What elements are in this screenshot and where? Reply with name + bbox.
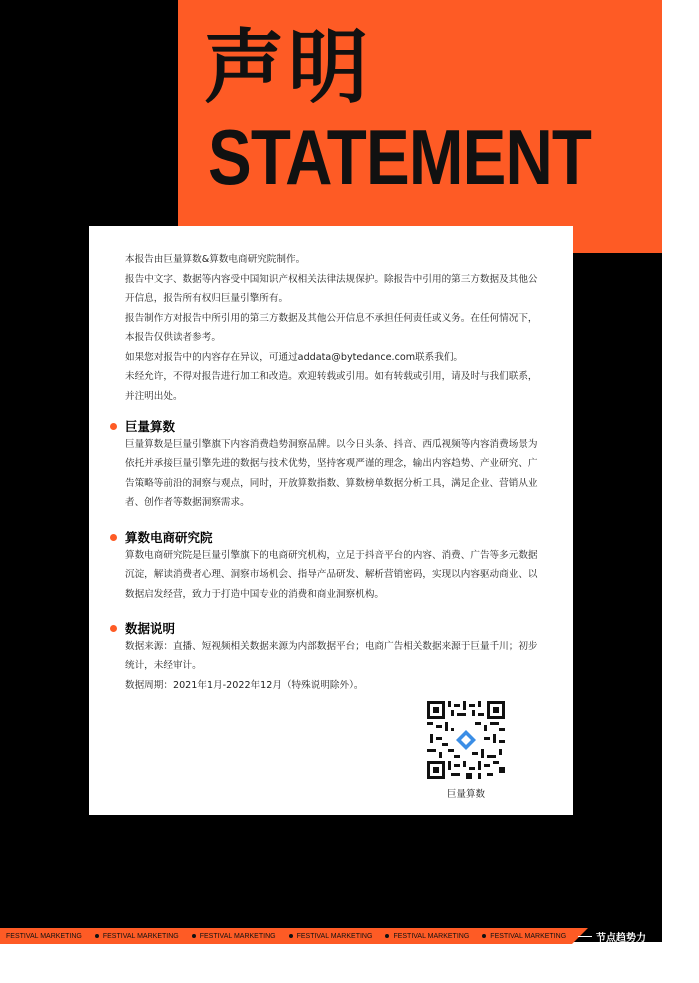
statement-paragraph: 未经允许，不得对报告进行加工和改造。欢迎转载或引用。如有转载或引用，请及时与我们联系，并注明出处。: [125, 371, 538, 402]
ticker-item: FESTIVAL MARKETING: [482, 933, 566, 940]
section-ecommerce-institute: [110, 528, 550, 604]
ticker-dot-icon: [385, 934, 389, 938]
data-period-line: 数据周期：2021年1月-2022年12月（特殊说明除外）。: [125, 679, 364, 691]
ticker-dot-icon: [192, 934, 196, 938]
ticker-dot-icon: [95, 934, 99, 938]
section-heading: [110, 619, 550, 637]
section-data-notes: [110, 619, 550, 695]
ticker-item: FESTIVAL MARKETING: [192, 933, 276, 940]
section-body: 算数电商研究院是巨量引擎旗下的电商研究机构，立足于抖音平台的内容、消费、广告等多元数据沉淀，解读消费者心理、洞察市场机会、指导产品研发、解析营销密码，实现以内容驱动商业、以数据启发经营，致力于打造中国专业的消费和商业洞察机构。: [125, 550, 538, 600]
statement-paragraph: 报告制作方对报告中所引用的第三方数据及其他公开信息不承担任何责任或义务。在任何情况下，本报告仅供读者参考。: [125, 312, 538, 343]
bullet-dot-icon: [110, 423, 117, 430]
section-heading: [110, 528, 550, 546]
bullet-dot-icon: [110, 625, 117, 632]
footer-ticker-strip: [0, 928, 572, 944]
section-heading: [110, 417, 550, 435]
ticker-dot-icon: [289, 934, 293, 938]
section-heading-text: 巨量算数: [125, 419, 176, 434]
ticker-item: FESTIVAL MARKETING: [95, 933, 179, 940]
statement-paragraph: 报告中文字、数据等内容受中国知识产权相关法律法规保护。除报告中引用的第三方数据及其他公开信息，报告所有权归巨量引擎所有。: [125, 273, 538, 304]
ticker-dot-icon: [482, 934, 486, 938]
ticker-item: FESTIVAL MARKETING: [6, 932, 82, 940]
ticker-item: FESTIVAL MARKETING: [385, 933, 469, 940]
footer-brand-text: 节点趋势力: [596, 933, 646, 944]
footer-brand-tag: [578, 929, 646, 944]
qr-code-label: 巨量算数: [446, 789, 485, 800]
ticker-item: FESTIVAL MARKETING: [289, 933, 373, 940]
section-body: 巨量算数是巨量引擎旗下内容消费趋势洞察品牌。以今日头条、抖音、西瓜视频等内容消费场景为依托并承接巨量引擎先进的数据与技术优势，坚持客观严谨的理念，输出内容趋势、产业研究、广告策略等前沿的洞察与观点，同时，开放算数指数、算数榜单数据分析工具，满足企业、营销从业者、创作者等数据洞察需求。: [125, 439, 538, 508]
statement-text: [125, 250, 539, 406]
statement-paragraph: 如果您对报告中的内容存在异议，可通过addata@bytedance.com联系我们。: [125, 351, 464, 363]
page-title-en: STATEMENT: [208, 113, 592, 201]
section-juliang-suanshu: [110, 417, 550, 512]
page-title-cn: 声明: [204, 21, 372, 114]
section-body: [125, 637, 539, 695]
section-heading-text: 数据说明: [125, 621, 176, 636]
brand-line-icon: [578, 936, 592, 937]
qr-code-icon: [427, 701, 505, 779]
section-heading-text: 算数电商研究院: [125, 530, 213, 545]
bullet-dot-icon: [110, 534, 117, 541]
statement-paragraph: 本报告由巨量算数&算数电商研究院制作。: [125, 254, 306, 265]
data-source-line: 数据来源：直播、短视频相关数据来源为内部数据平台；电商广告相关数据来源于巨量千川；初步统计，未经审计。: [125, 641, 538, 672]
